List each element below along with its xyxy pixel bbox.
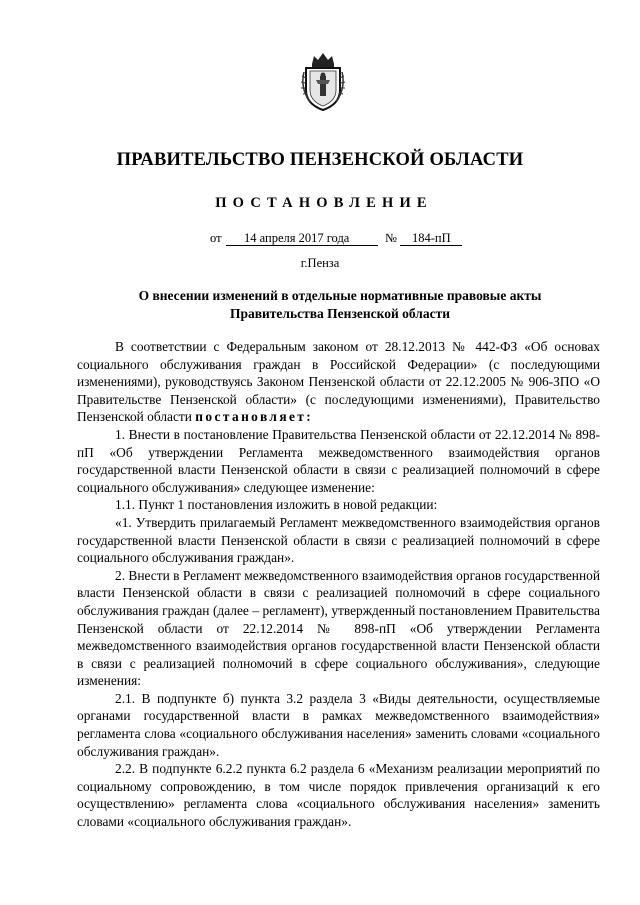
- number-prefix: №: [385, 231, 397, 245]
- preamble-text: В соответствии с Федеральным законом от 28.12.2013 № 442-ФЗ «Об основах социального обслуживания граждан в Российской Федерации» (с последующими изменениями), руководствуясь Законом Пензенской области от 22.12.2005 № 906-ЗПО «О Правительстве Пензенской области» (с последующими изменениями), Правительство Пензенской области: [77, 339, 600, 425]
- date-prefix: от: [210, 231, 222, 245]
- decree-subject: [80, 287, 600, 323]
- subject-line-1: О внесении изменений в отдельные нормативные правовые акты: [138, 288, 542, 303]
- city: г.Пенза: [300, 256, 340, 270]
- paragraph-2-2: 2.2. В подпункте 6.2.2 пункта 6.2 раздела 6 «Механизм реализации мероприятий по социальному сопровождению, в том числе порядок привлечения организаций к его осуществлению» регламента слова «социального обслуживания населения» заменить словами «социального обслуживания граждан».: [77, 761, 600, 830]
- paragraph-2-1: 2.1. В подпункте б) пункта 3.2 раздела 3 «Виды деятельности, осуществляемые органами государственной власти в рамках межведомственного взаимодействия» регламента слова «социального обслуживания населения» заменить словами «социального обслуживания граждан».: [77, 690, 600, 759]
- document-type: ПОСТАНОВЛЕНИЕ: [215, 195, 433, 211]
- date-value: 14 апреля 2017 года: [244, 231, 350, 245]
- coat-of-arms-icon: [298, 50, 348, 112]
- paragraph-1-quote: «1. Утвердить прилагаемый Регламент межведомственного взаимодействия органов государственной власти Пензенской области в связи с реализацией полномочий в сфере социального обслуживания граждан».: [77, 514, 600, 566]
- number-underline: [400, 245, 462, 246]
- paragraph-1: 1. Внести в постановление Правительства Пензенской области от 22.12.2014 № 898-пП «Об утверждении Регламента межведомственного взаимодействия органов государственной власти Пензенской области в связи с реализацией полномочий в сфере социального обслуживания» следующее изменение:: [77, 426, 600, 495]
- resolution-word: постановляет:: [195, 409, 314, 425]
- document-body: [77, 338, 600, 831]
- paragraph-preamble: [77, 338, 600, 426]
- date-underline: [226, 245, 378, 246]
- paragraph-2: 2. Внести в Регламент межведомственного взаимодействия органов государственной власти Пензенской области в связи с реализацией полномочий в сфере социального обслуживания граждан (далее – регламент), утвержденный постановлением Правительства Пензенской области от 22.12.2014 № 898-пП «Об утверждении Регламента межведомственного взаимодействия органов государственной власти Пензенской области в связи с реализацией полномочий в сфере социального обслуживания», следующие изменения:: [77, 567, 600, 689]
- number-value: 184-пП: [412, 231, 451, 245]
- government-title: ПРАВИТЕЛЬСТВО ПЕНЗЕНСКОЙ ОБЛАСТИ: [116, 150, 524, 170]
- paragraph-1-1: 1.1. Пункт 1 постановления изложить в новой редакции:: [115, 497, 438, 513]
- subject-line-2: Правительства Пензенской области: [229, 306, 451, 321]
